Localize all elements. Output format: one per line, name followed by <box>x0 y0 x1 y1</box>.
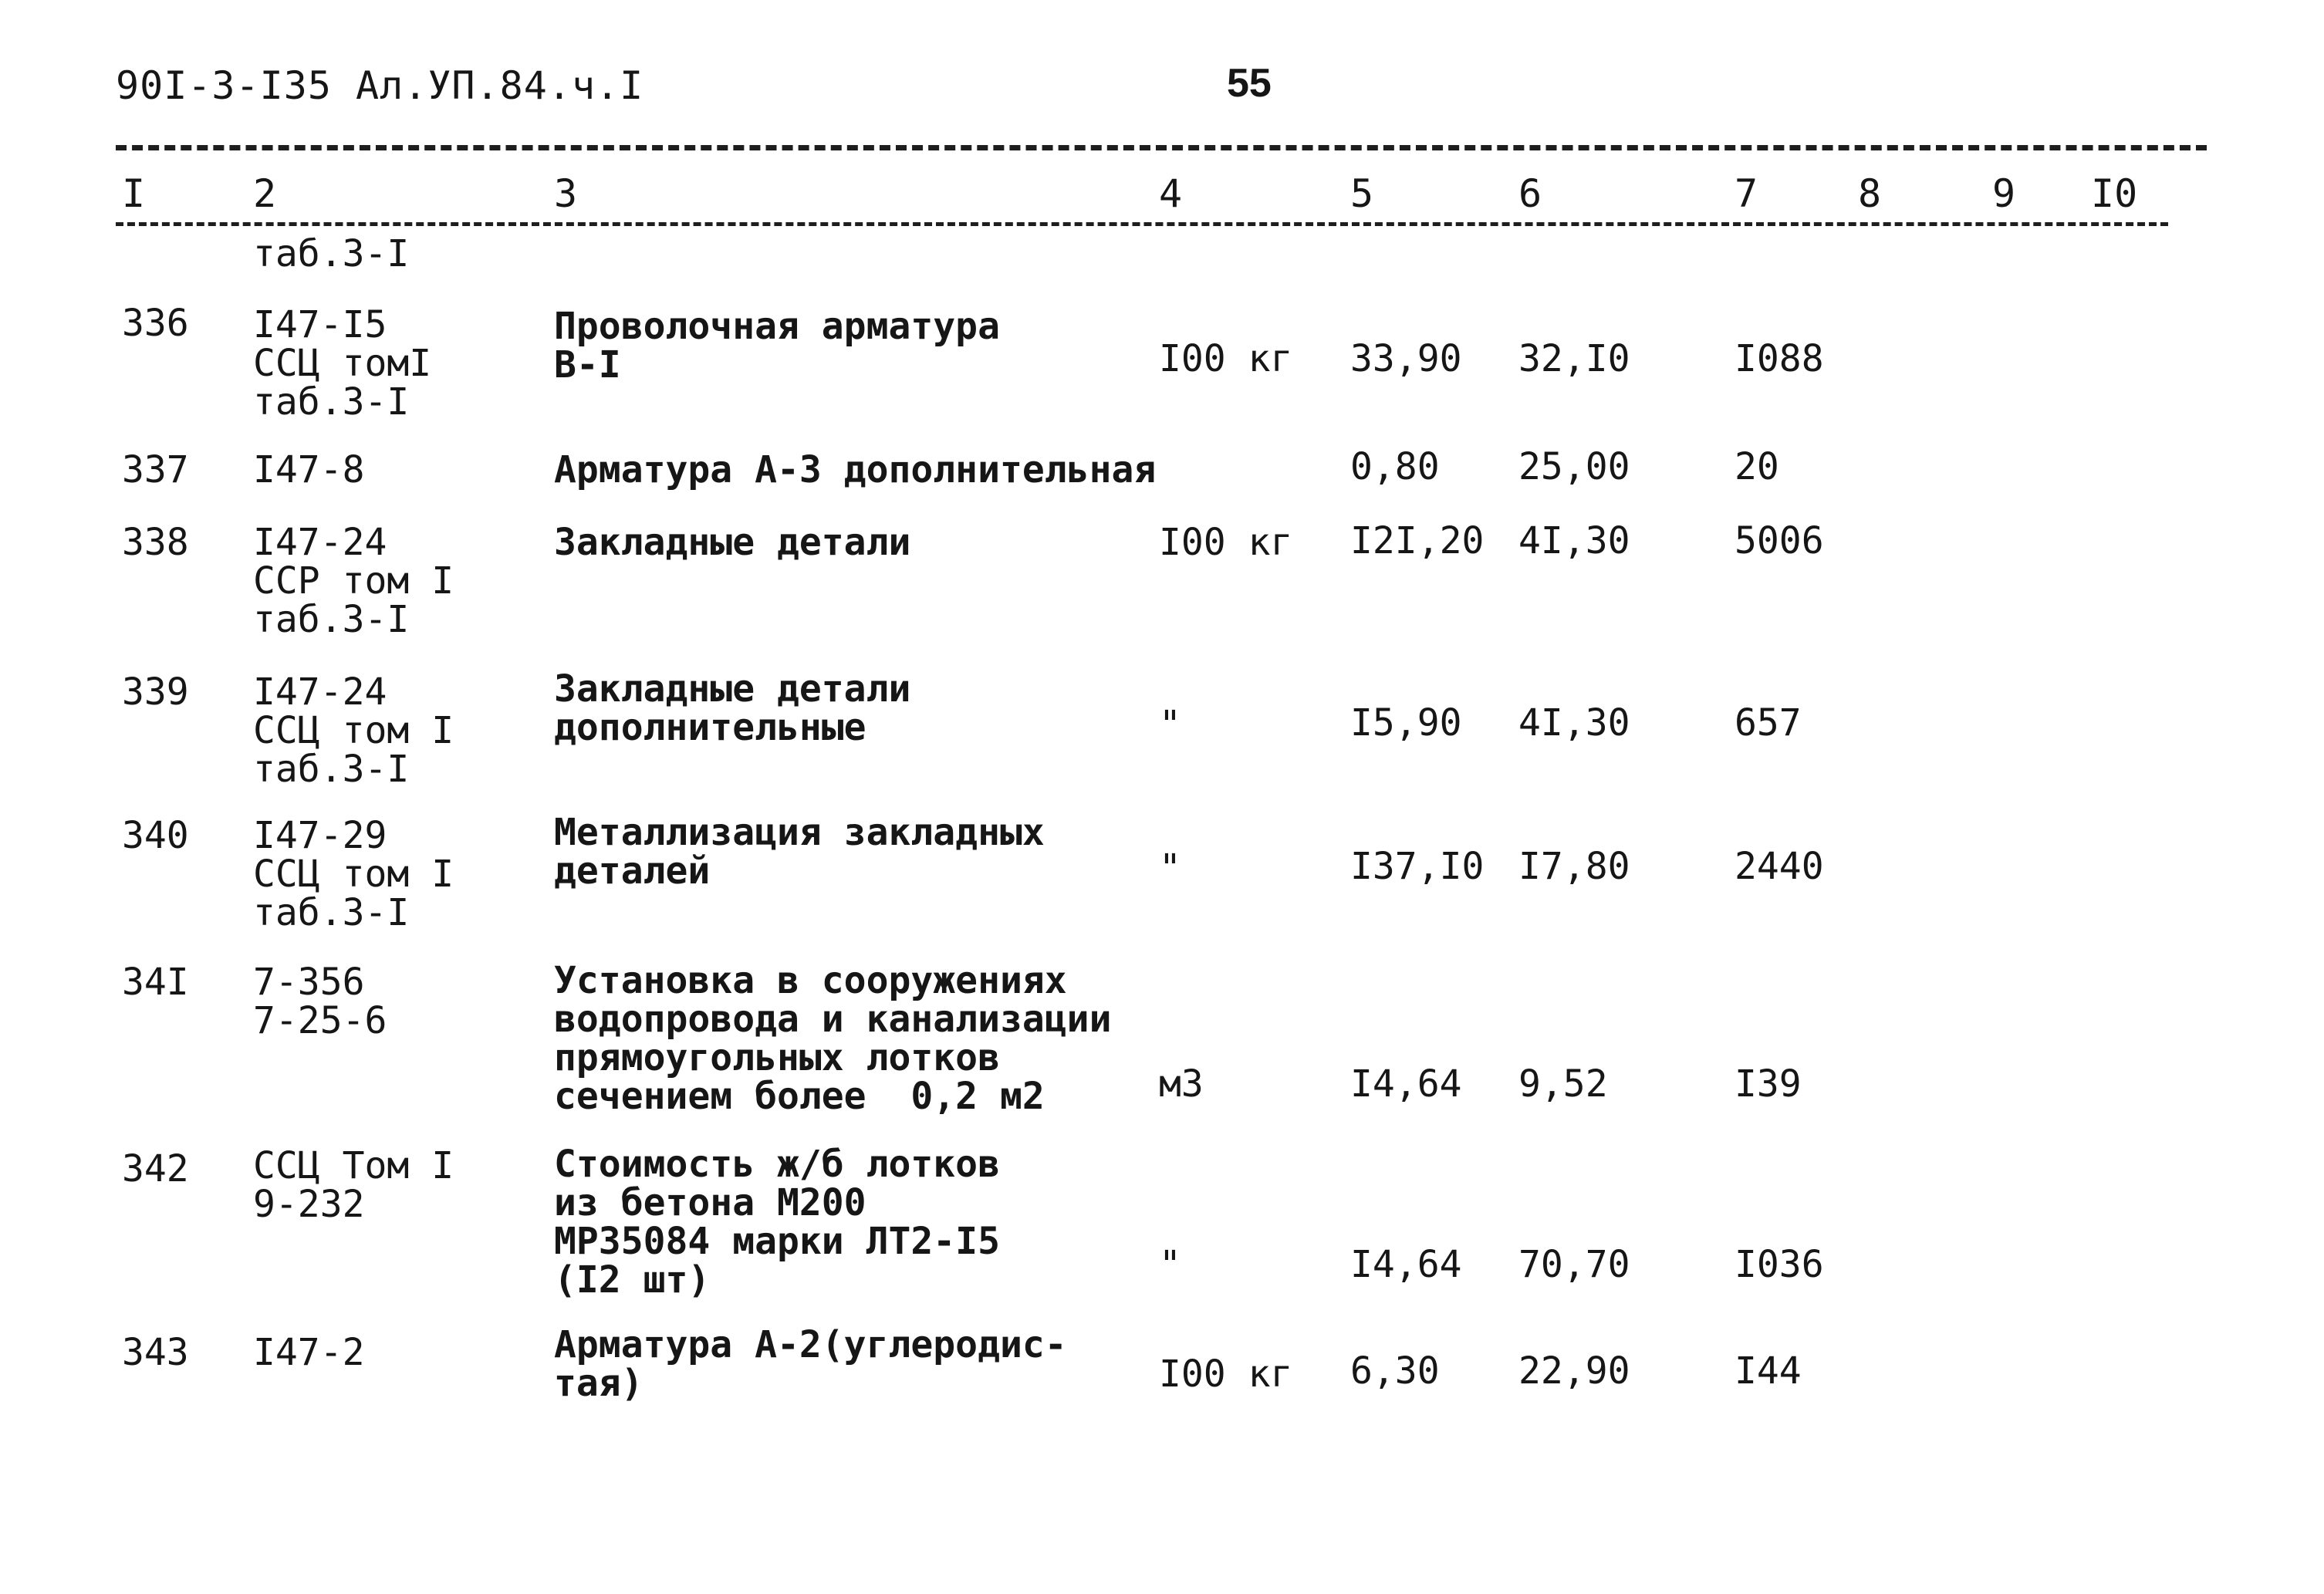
total-cost: I39 <box>1735 1062 1802 1106</box>
quantity: 6,30 <box>1350 1349 1440 1393</box>
quantity: I2I,20 <box>1350 519 1485 562</box>
column-header-divider <box>116 222 2168 226</box>
unit-price: 32,I0 <box>1518 337 1630 380</box>
top-divider <box>116 145 2207 150</box>
unit-price: 4I,30 <box>1518 519 1630 562</box>
unit: м3 <box>1159 1062 1204 1106</box>
column-number-7: 7 <box>1735 171 1758 216</box>
unit: " <box>1159 1243 1181 1286</box>
column-number-9: 9 <box>1992 171 2016 216</box>
work-name: Стоимость ж/б лотков из бетона М200 МР35084 марки ЛТ2-I5 (I2 шт) <box>554 1143 1000 1302</box>
unit-price: 4I,30 <box>1518 701 1630 745</box>
unit-price: 70,70 <box>1518 1243 1630 1286</box>
norm-reference: I47-8 <box>253 448 365 491</box>
row-number: 338 <box>122 521 189 564</box>
norm-reference: 7-356 7-25-6 <box>253 961 387 1042</box>
total-cost: I44 <box>1735 1349 1802 1393</box>
unit-price: 9,52 <box>1518 1062 1608 1106</box>
unit-price: I7,80 <box>1518 845 1630 888</box>
column-number-10: I0 <box>2091 171 2138 216</box>
row-number: 339 <box>122 670 189 714</box>
row-number: 337 <box>122 448 189 491</box>
column-number-4: 4 <box>1159 171 1183 216</box>
unit-price: 22,90 <box>1518 1349 1630 1393</box>
unit: " <box>1159 703 1181 746</box>
row-number: 343 <box>122 1331 189 1374</box>
unit-price: 25,00 <box>1518 445 1630 488</box>
work-name: Металлизация закладных деталей <box>554 811 1045 893</box>
unit: I00 кг <box>1159 337 1293 380</box>
quantity: 33,90 <box>1350 337 1462 380</box>
column-number-8: 8 <box>1858 171 1882 216</box>
quantity: I5,90 <box>1350 701 1462 745</box>
work-name: Арматура А-2(углеродис- тая) <box>554 1323 1067 1405</box>
quantity: I37,I0 <box>1350 845 1485 888</box>
quantity: 0,80 <box>1350 445 1440 488</box>
row-number: 34I <box>122 961 189 1004</box>
norm-reference: I47-24 ССР том I таб.3-I <box>253 521 454 641</box>
norm-reference: ССЦ Том I 9-232 <box>253 1144 454 1226</box>
work-name: Закладные детали <box>554 521 911 564</box>
work-name: Закладные детали дополнительные <box>554 667 911 749</box>
total-cost: 20 <box>1735 445 1779 488</box>
total-cost: 5006 <box>1735 519 1824 562</box>
norm-reference: I47-24 ССЦ том I таб.3-I <box>253 670 454 791</box>
column-number-2: 2 <box>253 171 277 216</box>
total-cost: I036 <box>1735 1243 1824 1286</box>
column-number-1: I <box>122 171 146 216</box>
unit: " <box>1159 846 1181 890</box>
norm-reference: I47-2 <box>253 1331 365 1374</box>
document-code: 90I-3-I35 Ал.УП.84.ч.I <box>116 63 644 108</box>
unit: I00 кг <box>1159 1353 1293 1396</box>
column-number-header <box>116 171 2207 225</box>
row-number: 342 <box>122 1147 189 1190</box>
continuation-code: таб.3-I <box>253 232 410 275</box>
total-cost: 657 <box>1735 701 1802 745</box>
row-number: 336 <box>122 302 189 345</box>
column-number-5: 5 <box>1350 171 1374 216</box>
unit: I00 кг <box>1159 521 1293 564</box>
page-number: 55 <box>1227 61 1272 106</box>
column-number-3: 3 <box>554 171 578 216</box>
norm-reference: I47-29 ССЦ том I таб.3-I <box>253 814 454 934</box>
row-number: 340 <box>122 814 189 857</box>
work-name: Установка в сооружениях водопровода и канализации прямоугольных лотков сечением более 0,2 м2 <box>554 959 1112 1118</box>
quantity: I4,64 <box>1350 1062 1462 1106</box>
work-name: Арматура А-3 дополнительная <box>554 448 1157 491</box>
work-name: Проволочная арматура В-I <box>554 305 1000 387</box>
column-number-6: 6 <box>1518 171 1542 216</box>
total-cost: 2440 <box>1735 845 1824 888</box>
norm-reference: I47-I5 ССЦ томI таб.3-I <box>253 303 432 424</box>
quantity: I4,64 <box>1350 1243 1462 1286</box>
total-cost: I088 <box>1735 337 1824 380</box>
